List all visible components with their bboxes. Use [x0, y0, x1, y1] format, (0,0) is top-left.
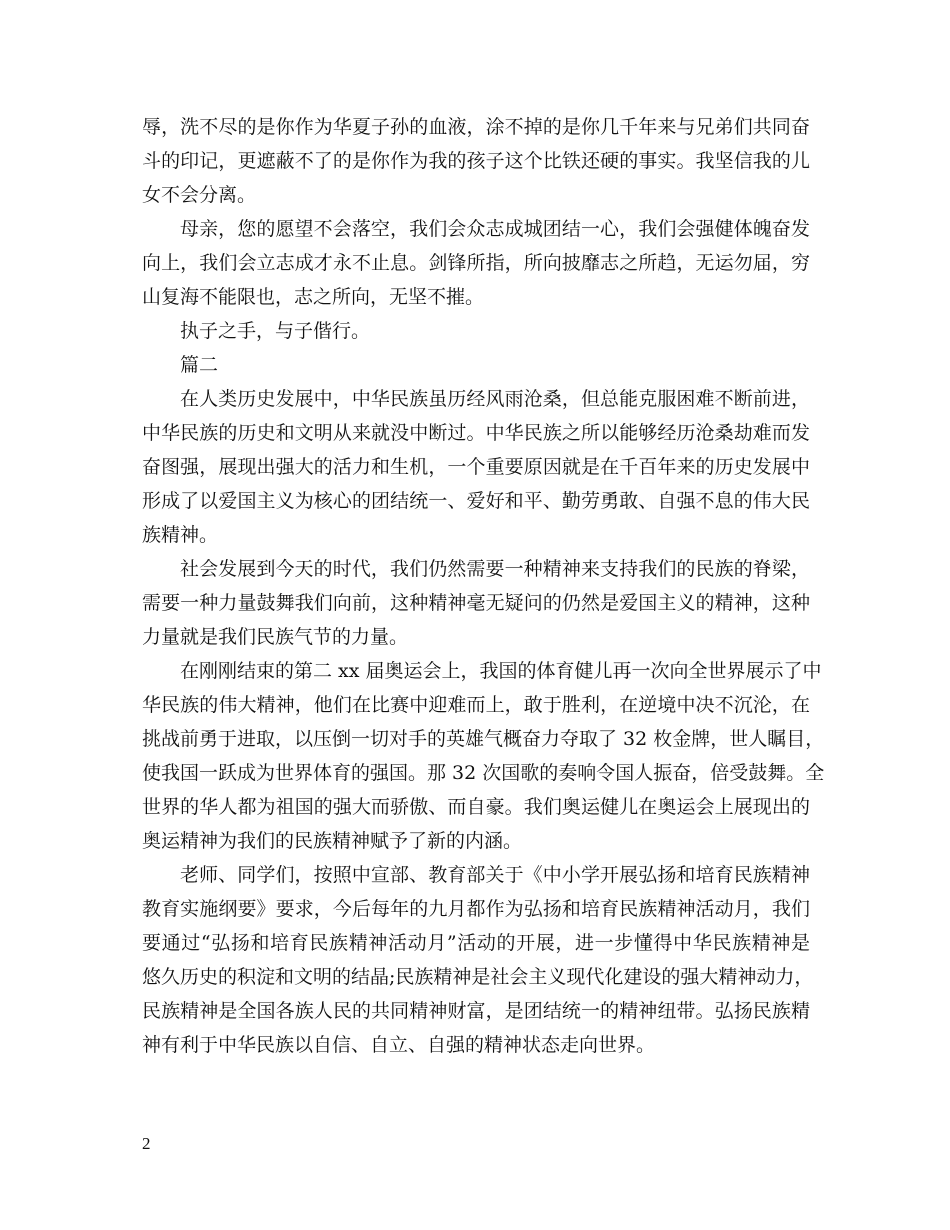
text-line: 在人类历史发展中，中华民族虽历经风雨沧桑，但总能克服困难不断前进，: [180, 388, 810, 410]
text-line: 老师、同学们，按照中宣部、教育部关于《中小学开展弘扬和培育民族精神: [180, 864, 810, 886]
text-line: 中华民族的历史和文明从来就没中断过。中华民族之所以能够经历沧桑劫难而发: [142, 422, 810, 444]
text-line: 世界的华人都为祖国的强大而骄傲、而自豪。我们奥运健儿在奥运会上展现出的: [142, 796, 810, 818]
text-line: 斗的印记，更遮蔽不了的是你作为我的孩子这个比铁还硬的事实。我坚信我的儿: [142, 150, 810, 172]
text-line: 向上，我们会立志成才永不止息。剑锋所指，所向披靡志之所趋，无运勿届，穷: [142, 252, 810, 274]
text-line: 悠久历史的积淀和文明的结晶;民族精神是社会主义现代化建设的强大精神动力，: [142, 966, 814, 988]
text-line: 力量就是我们民族气节的力量。: [142, 626, 409, 648]
text-line: 形成了以爱国主义为核心的团结统一、爱好和平、勤劳勇敢、自强不息的伟大民: [142, 490, 810, 512]
text-line: 华民族的伟大精神，他们在比赛中迎难而上，敢于胜利，在逆境中决不沉沦，在: [142, 694, 810, 716]
text-line: 母亲，您的愿望不会落空，我们会众志成城团结一心，我们会强健体魄奋发: [180, 218, 810, 240]
text-line: 挑战前勇于进取，以压倒一切对手的英雄气概奋力夺取了 32 枚金牌，世人瞩目，: [142, 728, 825, 750]
text-line: 奥运精神为我们的民族精神赋予了新的内涵。: [142, 830, 523, 852]
text-line: 需要一种力量鼓舞我们向前，这种精神毫无疑问的仍然是爱国主义的精神，这种: [142, 592, 810, 614]
text-line: 民族精神是全国各族人民的共同精神财富，是团结统一的精神纽带。弘扬民族精: [142, 1000, 810, 1022]
text-line: 辱，洗不尽的是你作为华夏子孙的血液，涂不掉的是你几千年来与兄弟们共同奋: [142, 116, 810, 138]
text-line: 奋图强，展现出强大的活力和生机，一个重要原因就是在千百年来的历史发展中: [142, 456, 810, 478]
page-number: 2: [142, 1134, 151, 1153]
text-line: 使我国一跃成为世界体育的强国。那 32 次国歌的奏响令国人振奋，倍受鼓舞。全: [142, 762, 825, 784]
text-line: 在刚刚结束的第二 xx 届奥运会上，我国的体育健儿再一次向全世界展示了中: [180, 660, 822, 682]
text-line: 执子之手，与子偕行。: [180, 320, 371, 342]
text-line: 教育实施纲要》要求，今后每年的九月都作为弘扬和培育民族精神活动月，我们: [142, 898, 810, 920]
text-line: 社会发展到今天的时代，我们仍然需要一种精神来支持我们的民族的脊梁，: [180, 558, 810, 580]
text-line: 神有利于中华民族以自信、自立、自强的精神状态走向世界。: [142, 1034, 656, 1056]
document-body: [142, 110, 825, 1062]
text-line: 族精神。: [142, 524, 219, 546]
text-line: 山复海不能限也，志之所向，无坚不摧。: [142, 286, 485, 308]
text-line: 要通过“弘扬和培育民族精神活动月”活动的开展，进一步懂得中华民族精神是: [142, 932, 810, 954]
text-line: 女不会分离。: [142, 184, 257, 206]
section-heading: 篇二: [180, 354, 219, 376]
